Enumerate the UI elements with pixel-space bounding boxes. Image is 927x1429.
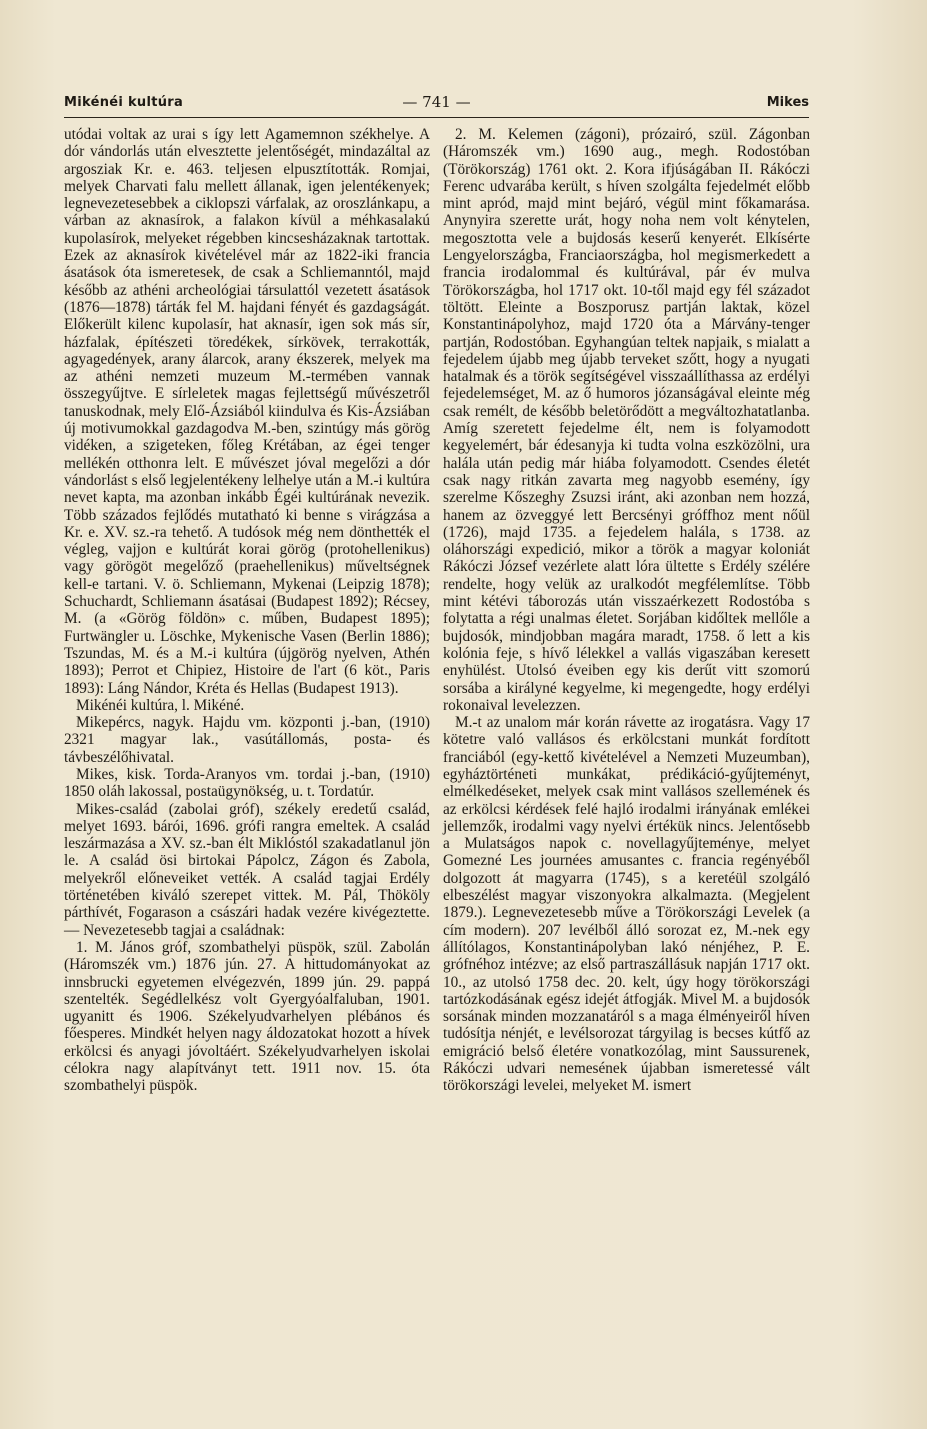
header-rule (64, 117, 809, 118)
header-left-title: Mikénéi kultúra (64, 95, 184, 110)
right-column (443, 126, 810, 1095)
entry-mikepercs: Mikepércs, nagyk. Hajdu vm. központi j.-ban, (1910) 2321 magyar lak., vasútállomás, posta- és távbeszélőhivatal. (64, 714, 430, 766)
left-column (64, 126, 430, 1095)
entry-mikenei-kultura: Mikénéi kultúra, l. Mikéné. (76, 696, 245, 714)
entry-mikes-village: Mikes, kisk. Torda-Aranyos vm. tordai j.-ban, (1910) 1850 oláh lakossal, postaügynökség, u. t. Tordatúr. (64, 765, 430, 801)
entry-mikes-kelemen-works: M.-t az unalom már korán rávette az irogatásra. Vagy 17 kötetre való vallásos és erkölcstani munkát fordított franciából (egy-kettő kivételével a Nemzeti Muzeumban), egyháztörténeti munkákat, prédikáció-gyűjteményt, elmélkedéseket, melyek csak mint vallásos szellemének és az erkölcsi kérdések felé hajló irodalmi irányának emlékei jellemzők, irodalmi vagy nyelvi értékük nincs. Jelentősebb a Mulatságos napok c. novellagyűjteménye, melyet Gomezné Les journées amusantes c. francia regényéből dolgozott át magyarra (1745), s a keretéül szolgáló elbeszélést magyar viszonyokra alkalmazta. (Megjelent 1879.). Legnevezetesebb műve a Törökországi Levelek (a cím modern). 207 levélből álló sorozat ez, M.-nek egy állítólagos, Konstantinápolyban lakó nénjéhez, P. E. grófnéhoz intézve; az első partraszállásuk napján 1717 okt. 10., az utolsó 1758 dec. 20. kelt, úgy hogy törökországi tartózkodásának egész idejét átfogják. Mivel M. a bujdosók sorsának minden mozzanatáról s a maga élményeiről híven tudósítja nénjét, e levélsorozat tárgyilag is becses kútfő az emigráció belső életére vonatkozólag, mint Saussurenek, Rákóczi udvari nemesének újabban ismeretessé vált törökországi levelei, melyeket M. ismert (443, 714, 810, 1095)
entry-mikes-csalad: Mikes-család (zabolai gróf), székely eredetű család, melyet 1693. bárói, 1696. grófi rangra emeltek. A család leszármazása a XV. sz.-ban élt Miklóstól szakadatlanul jön le. A család ösi birtokai Pápolcz, Zágon és Zabola, melyekről előneveiket vették. A család tagjai Erdély történetében kiváló szerepet vittek. M. Pál, Thököly párthívét, Fogarason a császári hadak vezére kivégeztette. — Nevezetesebb tagjai a családnak: (64, 800, 430, 939)
entry-mikes-kelemen: 2. M. Kelemen (zágoni), prózairó, szül. Zágonban (Háromszék vm.) 1690 aug., megh. Rodostóban (Törökország) 1761 okt. 2. Kora ifjúságában II. Rákóczi Ferenc udvarába került, s híven szolgálta fejedelmét előbb mint apród, majd mint bejáró, végül mint főkamarása. Anynyira szerette urát, hogy noha nem volt kénytelen, megosztotta vele a bujdosás keserű kenyerét. Elkísérte Lengyelországba, Franciaországba, hol megismerkedett a francia irodalommal és kultúrával, pár év mulva Törökországba, hol 1717 okt. 10-től majd egy fél századot töltött. Eleinte a Boszporusz partján laktak, közel Konstantinápolyhoz, majd 1720 óta a Márvány-tenger partján, Rodostóban. Egyhangúan teltek napjaik, s mialatt a fejedelem újabb meg újabb terveket szőtt, hogy a nyugati hatalmak és a török segítségével visszaállíthassa az erdélyi fejedelemséget, M. az ő humoros józanságával eleinte még csak remélt, de később beletörődött a megváltozhatatlanba. Amíg szeretett fejedelme élt, nem is folyamodott kegyelemért, bár édesanyja ki tudta volna eszközölni, ura halála után pedig már hiába folyamodott. Csendes életét csak nagy ritkán zavarta meg nagyobb esemény, így szerelme Kőszeghy Zsuzsi iránt, aki azonban nem hozzá, hanem az özveggyé lett Bercsényi gróffhoz ment nőül (1726), majd 1735. a fejedelem halála, s 1738. az oláhországi expedició, mikor a török a magyar koloniát Rákóczi József vezérlete alatt lóra ültette s Erdély szélére rendelte, hogy velük az uralkodót megfélemlítse. Több mint kétévi táborozás után visszaérkezett Rodostóba s folytatta a régi unalmas életet. Sorjában kidőltek mellőle a bujdosók, mindjobban magára maradt, 1758. ő lett a kis kolónia feje, s hívő lélekkel a vallás vigaszában keresett enyhülést. Utolsó éveiben egy kis derűt vitt szomorú sorsába a királyné kegyelme, ki megengedte, hogy erdélyi rokonaival levelezzen. (443, 126, 810, 714)
entry-mikene-continuation: utódai voltak az urai s így lett Agamemnon székhelye. A dór vándorlás után elvesztette jelentőségét, mindazáltal az argosziak Kr. e. 463. teljesen elpusztították. Romjai, melyek Charvati falu mellett állanak, igen jelentékenyek; legnevezetesebbek a ciklopszi várfalak, az oroszlánkapu, a várban az aknasírok, a falakon kívül a méhkasalakú kupolasírok, melyeket régebben kincsesházaknak tartottak. Ezek az aknasírok kivételével már az 1822-iki francia ásatások óta ismeretesek, de csak a Schliemanntól, majd később az athéni archeológiai társulattól vezetett ásatások (1876—1878) tárták fel M. hajdani fényét és gazdagságát. Előkerült kilenc kupolasír, hat aknasír, igen sok más sír, házfalak, építészeti töredékek, sírkövek, terrakották, agyagedények, arany álarcok, arany ékszerek, melyek ma az athéni nemzeti muzeum M.-termében vannak összegyűjtve. E sírleletek magas fejlettségű művészetről tanuskodnak, mely Elő-Ázsiából kiindulva és Kis-Ázsiában új motivumokkal gazdagodva M.-ben, szintúgy más görög vidéken, a szigeteken, főleg Krétában, az égei tenger mellékén otthonra lelt. E művészet jóval megelőzi a dór vándorlást s első legjelentékeny lelhelye után a M.-i kultúra nevet kapta, ma azonban inkább Égéi kultúrának nevezik. Több százados fejlődés mutatható ki benne s virágzása a Kr. e. XV. sz.-ra tehető. A tudósok még nem dönthették el végleg, vajjon e kultúrát korai görög (protohellenikus) vagy görögöt megelőző (praehellenikus) műveltségnek kell-e tartani. V. ö. Schliemann, Mykenai (Leipzig 1878); Schuchardt, Schliemann ásatásai (Budapest 1892); Récsey, M. (a «Görög földön» c. műben, Budapest 1895); Furtwängler u. Löschke, Mykenische Vasen (Berlin 1886); Tszundas, M. és a M.-i kultúra (újgörög nyelven, Athén 1893); Perrot et Chipiez, Histoire de l'art (6 köt., Paris 1893): Láng Nándor, Kréta és Hellas (Budapest 1913). (64, 126, 430, 697)
header-right-title: Mikes (766, 95, 809, 110)
running-header (64, 93, 809, 117)
entry-mikes-janos: 1. M. János gróf, szombathelyi püspök, szül. Zabolán (Háromszék vm.) 1876 jún. 27. A hittudományokat az innsbrucki egyetemen elvégezvén, 1899 jún. 29. pappá szentelték. Segédlelkész volt Gyergyóalfaluban, 1901. ugyanitt és 1906. Székelyudvarhelyen plébános és főesperes. Mindkét helyen nagy áldozatokat hozott a hívek erkölcsi és anyagi jóvoltáért. Székelyudvarhelyen iskolai célokra nagy alapítványt tett. 1911 nov. 15. óta szombathelyi püspök. (64, 938, 430, 1095)
page-number: — 741 — (402, 93, 471, 111)
